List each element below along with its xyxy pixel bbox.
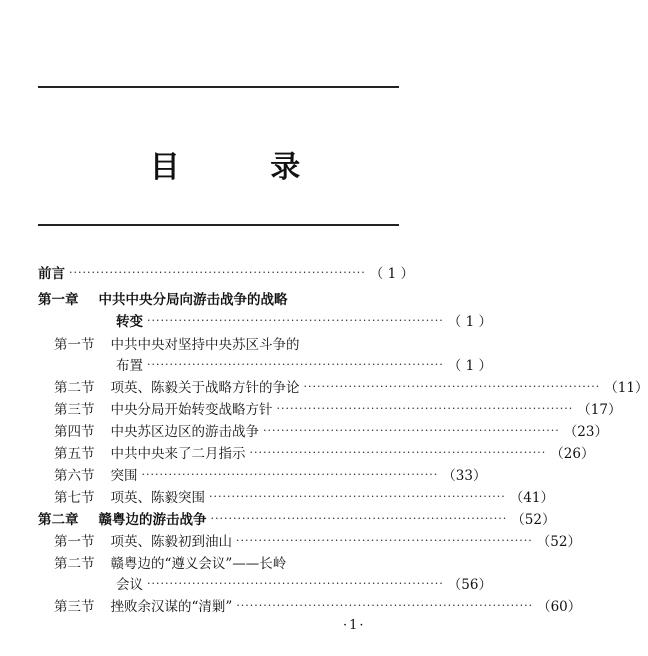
bottom-rule — [38, 224, 399, 226]
toc-page: （ 1 ） — [447, 358, 492, 374]
leader-dots: ·································································· — [141, 467, 439, 481]
leader-dots: ·································································· — [236, 533, 533, 547]
chapter-num: 第二章 — [38, 512, 79, 528]
toc-page: （33） — [442, 468, 487, 484]
toc-entry-section[interactable] — [54, 442, 595, 462]
leader-dots: ·································································· — [210, 511, 508, 525]
section-num: 第一节 — [54, 534, 95, 550]
section-num: 第一节 — [54, 337, 95, 353]
toc-page: （41） — [509, 490, 554, 506]
toc-entry-section[interactable] — [54, 552, 404, 572]
toc-page: （52） — [536, 534, 581, 550]
toc-entry-preface[interactable] — [38, 262, 414, 282]
toc-entry-section-cont[interactable] — [116, 354, 492, 374]
toc-page: （60） — [537, 599, 582, 615]
toc-entry-section[interactable] — [54, 530, 581, 550]
section-title-cont: 会议 — [116, 577, 143, 593]
section-title: 中共中央对坚持中央苏区斗争的 — [110, 337, 300, 353]
leader-dots: ·································································· — [249, 445, 547, 459]
section-num: 第五节 — [54, 446, 95, 462]
section-title: 中共中央来了二月指示 — [110, 446, 246, 462]
toc-entry-chapter1[interactable] — [38, 288, 404, 308]
toc-entry-section[interactable] — [54, 333, 404, 353]
toc-entry-chapter1-cont[interactable] — [116, 310, 492, 330]
toc-page: （11） — [604, 380, 648, 396]
toc-entry-section[interactable] — [54, 595, 582, 615]
section-title-cont: 布置 — [116, 358, 143, 374]
toc-page: （17） — [577, 402, 622, 418]
toc-page: （52） — [511, 512, 556, 528]
chapter-title: 赣粤边的游击战争 — [98, 512, 207, 528]
toc-page: （ 1 ） — [447, 314, 492, 330]
section-title: 中央分局开始转变战略方针 — [110, 402, 273, 418]
section-num: 第三节 — [54, 402, 95, 418]
leader-dots: ·································································· — [236, 598, 534, 612]
leader-dots: ·································································· — [303, 379, 601, 393]
toc-entry-section[interactable] — [54, 420, 608, 440]
toc-page: （23） — [563, 424, 608, 440]
toc-entry-section[interactable] — [54, 376, 648, 396]
section-title: 中央苏区边区的游击战争 — [110, 424, 259, 440]
toc-page: （56） — [447, 577, 492, 593]
section-num: 第七节 — [54, 490, 95, 506]
toc-entry-section[interactable] — [54, 464, 487, 484]
toc-entry-chapter2[interactable] — [38, 508, 556, 528]
toc-entry-section-cont[interactable] — [116, 573, 492, 593]
section-title: 赣粤边的“遵义会议”——长岭 — [110, 556, 287, 572]
section-num: 第六节 — [54, 468, 95, 484]
leader-dots: ·································································· — [147, 357, 444, 371]
page-title: 目 录 — [149, 150, 341, 185]
section-num: 第二节 — [54, 556, 95, 572]
section-num: 第三节 — [54, 599, 95, 615]
toc-entry-section[interactable] — [54, 398, 622, 418]
section-title: 项英、陈毅突围 — [110, 490, 205, 506]
section-title: 突围 — [110, 468, 138, 484]
toc-page: （26） — [550, 446, 595, 462]
leader-dots: ·································································· — [263, 423, 560, 437]
chapter-num: 第一章 — [38, 292, 79, 308]
toc-page: （ 1 ） — [369, 266, 414, 282]
top-rule — [38, 86, 399, 88]
section-title: 项英、陈毅关于战略方针的争论 — [110, 380, 300, 396]
chapter-title-cont: 转变 — [116, 314, 143, 330]
page-number: ·1· — [343, 618, 366, 633]
section-num: 第四节 — [54, 424, 95, 440]
leader-dots: ·································································· — [276, 401, 574, 415]
leader-dots: ·································································· — [147, 576, 444, 590]
leader-dots: ·································································· — [147, 313, 444, 327]
toc-label: 前言 — [38, 266, 65, 282]
toc-entry-section[interactable] — [54, 486, 554, 506]
chapter-title: 中共中央分局向游击战争的战略 — [98, 292, 288, 308]
leader-dots: ·································································· — [209, 489, 506, 503]
section-title: 项英、陈毅初到油山 — [110, 534, 232, 550]
section-title: 挫败余汉谋的“清剿” — [110, 599, 233, 615]
leader-dots: ·································································· — [69, 265, 366, 279]
section-num: 第二节 — [54, 380, 95, 396]
